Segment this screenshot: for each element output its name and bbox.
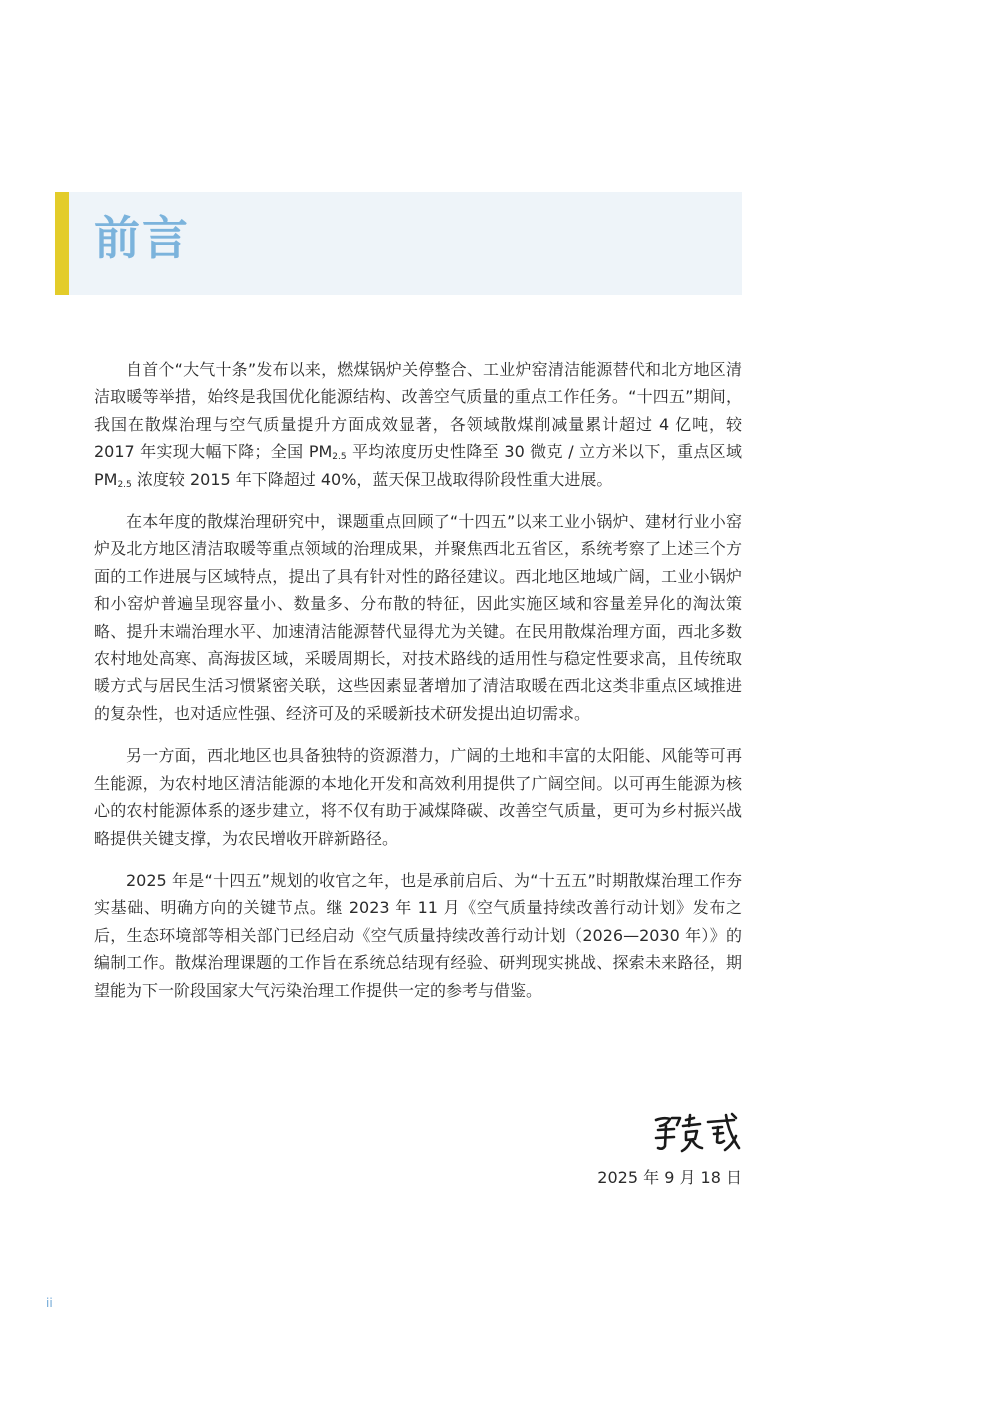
title-band — [55, 192, 742, 295]
paragraph-1-part-a: 自首个“大气十条”发布以来，燃煤锅炉关停整合、工业炉窑清洁能源替代和北方地区清洁取暖等举措，始终是我国优化能源结构、改善空气质量的重点工作任务。“十四五”期间，我国在散煤治理与空气质量提升方面成效显著，各领域散煤削减量累计超过 4 亿吨，较 2017 年实现大幅下降；全国 PM — [94, 360, 742, 462]
paragraph-4: 2025 年是“十四五”规划的收官之年，也是承前启后、为“十五五”时期散煤治理工作夯实基础、明确方向的关键节点。继 2023 年 11 月《空气质量持续改善行动计划》发布之后，生态环境部等相关部门已经启动《空气质量持续改善行动计划（2026—2030 年）》的编制工作。散煤治理课题的工作旨在系统总结现有经验、研判现实挑战、探索未来路径，期望能为下一阶段国家大气污染治理工作提供一定的参考与借鉴。 — [94, 870, 742, 1000]
page-number: ii — [46, 1296, 53, 1310]
preface-body — [94, 356, 742, 1019]
paragraph-2: 在本年度的散煤治理研究中，课题重点回顾了“十四五”以来工业小锅炉、建材行业小窑炉及北方地区清洁取暖等重点领域的治理成果，并聚焦西北五省区，系统考察了上述三个方面的工作进展与区域特点，提出了具有针对性的路径建议。西北地区地域广阔，工业小锅炉和小窑炉普遍呈现容量小、数量多、分布散的特征，因此实施区域和容量差异化的淘汰策略、提升末端治理水平、加速清洁能源替代显得尤为关键。在民用散煤治理方面，西北多数农村地处高寒、高海拔区域，采暖周期长，对技术路线的适用性与稳定性要求高，且传统取暖方式与居民生活习惯紧密关联，这些因素显著增加了清洁取暖在西北这类非重点区域推进的复杂性，也对适应性强、经济可及的采暖新技术研发提出迫切需求。 — [94, 512, 742, 723]
page-title: 前言 — [94, 211, 190, 265]
title-accent-bar — [55, 192, 69, 295]
paragraph-3: 另一方面，西北地区也具备独特的资源潜力，广阔的土地和丰富的太阳能、风能等可再生能源，为农村地区清洁能源的本地化开发和高效利用提供了广阔空间。以可再生能源为核心的农村能源体系的逐步建立，将不仅有助于减煤降碳、改善空气质量，更可为乡村振兴战略提供关键支撑，为农民增收开辟新路径。 — [94, 746, 742, 848]
signature-date: 2025 年 9 月 18 日 — [597, 1168, 742, 1187]
handwritten-signature — [650, 1112, 742, 1154]
paragraph-1-part-c: 浓度较 2015 年下降超过 40%，蓝天保卫战取得阶段性重大进展。 — [131, 469, 613, 489]
paragraph-1 — [94, 356, 742, 493]
pm-subscript: 2.5 — [117, 479, 132, 490]
pm-subscript: 2.5 — [332, 452, 347, 463]
paragraph-1-part-b: 平均浓度历史性降至 30 微克 / 立方米以下，重点区域 PM — [94, 442, 742, 489]
